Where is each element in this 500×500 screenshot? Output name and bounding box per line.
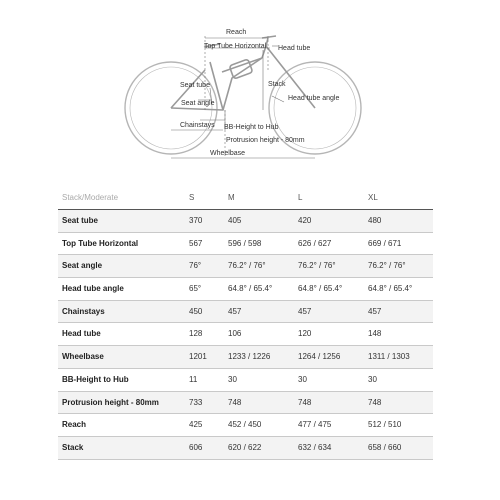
- cell-size-s: 65°: [189, 284, 202, 294]
- bike-geometry-diagram: [0, 0, 500, 170]
- cell-size-l: 477 / 475: [298, 420, 332, 430]
- cell-size-l: 1264 / 1256: [298, 352, 341, 362]
- header-size-s: S: [189, 193, 195, 202]
- row-label: Head tube: [62, 329, 101, 339]
- cell-size-m: 106: [228, 329, 242, 339]
- table-row: [58, 437, 433, 460]
- cell-size-s: 76°: [189, 261, 202, 271]
- cell-size-xl: 76.2° / 76°: [368, 261, 406, 271]
- row-label: Chainstays: [62, 306, 105, 316]
- header-size-l: L: [298, 193, 303, 202]
- cell-size-s: 567: [189, 238, 203, 248]
- row-label: Reach: [62, 420, 87, 430]
- cell-size-m: 1233 / 1226: [228, 352, 271, 362]
- cell-size-s: 733: [189, 397, 203, 407]
- cell-size-m: 405: [228, 216, 242, 225]
- row-label: Protrusion height - 80mm: [62, 397, 159, 407]
- row-label: BB-Height to Hub: [62, 374, 129, 384]
- row-label: Stack: [62, 442, 84, 452]
- cell-size-l: 64.8° / 65.4°: [298, 284, 343, 294]
- cell-size-m: 64.8° / 65.4°: [228, 284, 273, 294]
- table-row: [58, 369, 433, 392]
- cell-size-s: 450: [189, 306, 203, 316]
- table-row: [58, 255, 433, 278]
- cell-size-xl: 1311 / 1303: [368, 352, 410, 362]
- header-size-m: M: [228, 193, 235, 202]
- label-protrusion-height: Protrusion height - 80mm: [226, 137, 305, 144]
- cell-size-xl: 148: [368, 329, 382, 339]
- cell-size-s: 128: [189, 329, 203, 339]
- label-bb-height-to-hub: BB-Height to Hub: [224, 124, 279, 131]
- label-top-tube-horizontal: Top Tube Horizontal: [204, 43, 267, 50]
- label-seat-tube: Seat tube: [180, 82, 210, 89]
- cell-size-l: 76.2° / 76°: [298, 261, 336, 271]
- cell-size-l: 30: [298, 374, 307, 384]
- table-header: [58, 189, 433, 210]
- row-label: Seat angle: [62, 261, 103, 271]
- cell-size-m: 457: [228, 306, 242, 316]
- cell-size-l: 632 / 634: [298, 442, 332, 452]
- label-stack: Stack: [268, 81, 286, 88]
- label-seat-angle: Seat angle: [181, 100, 215, 107]
- cell-size-m: 620 / 622: [228, 442, 262, 452]
- header-size-xl: XL: [368, 193, 378, 202]
- label-wheelbase: Wheelbase: [210, 150, 246, 157]
- cell-size-xl: 748: [368, 397, 382, 407]
- geometry-table: [58, 189, 433, 460]
- label-reach: Reach: [226, 29, 247, 36]
- row-label: Wheelbase: [62, 352, 104, 362]
- cell-size-s: 370: [189, 216, 203, 225]
- cell-size-l: 420: [298, 216, 312, 225]
- table-row: [58, 414, 433, 437]
- cell-size-s: 425: [189, 420, 203, 430]
- cell-size-s: 1201: [189, 352, 207, 362]
- row-label: Top Tube Horizontal: [62, 238, 139, 248]
- cell-size-xl: 457: [368, 306, 382, 316]
- label-head-tube: Head tube: [278, 45, 311, 52]
- table-body: [58, 210, 433, 460]
- cell-size-m: 596 / 598: [228, 238, 262, 248]
- cell-size-l: 748: [298, 397, 312, 407]
- cell-size-l: 120: [298, 329, 312, 339]
- cell-size-m: 452 / 450: [228, 420, 262, 430]
- cell-size-xl: 64.8° / 65.4°: [368, 284, 413, 294]
- cell-size-s: 606: [189, 442, 203, 452]
- table-row: [58, 233, 433, 256]
- table-row: [58, 392, 433, 415]
- table-row: [58, 278, 433, 301]
- row-label: Seat tube: [62, 216, 99, 225]
- label-head-tube-angle: Head tube angle: [288, 95, 340, 102]
- cell-size-xl: 658 / 660: [368, 442, 402, 452]
- cell-size-xl: 480: [368, 216, 382, 225]
- table-row: [58, 346, 433, 369]
- cell-size-m: 748: [228, 397, 242, 407]
- cell-size-xl: 30: [368, 374, 377, 384]
- cell-size-xl: 669 / 671: [368, 238, 402, 248]
- cell-size-xl: 512 / 510: [368, 420, 402, 430]
- cell-size-l: 457: [298, 306, 312, 316]
- table-row: [58, 301, 433, 324]
- header-stack-moderate: Stack/Moderate: [62, 193, 119, 202]
- cell-size-m: 30: [228, 374, 237, 384]
- cell-size-s: 11: [189, 374, 198, 384]
- cell-size-m: 76.2° / 76°: [228, 261, 266, 271]
- label-chainstays: Chainstays: [180, 122, 215, 129]
- cell-size-l: 626 / 627: [298, 238, 332, 248]
- table-row: [58, 323, 433, 346]
- table-row: [58, 210, 433, 233]
- row-label: Head tube angle: [62, 284, 124, 294]
